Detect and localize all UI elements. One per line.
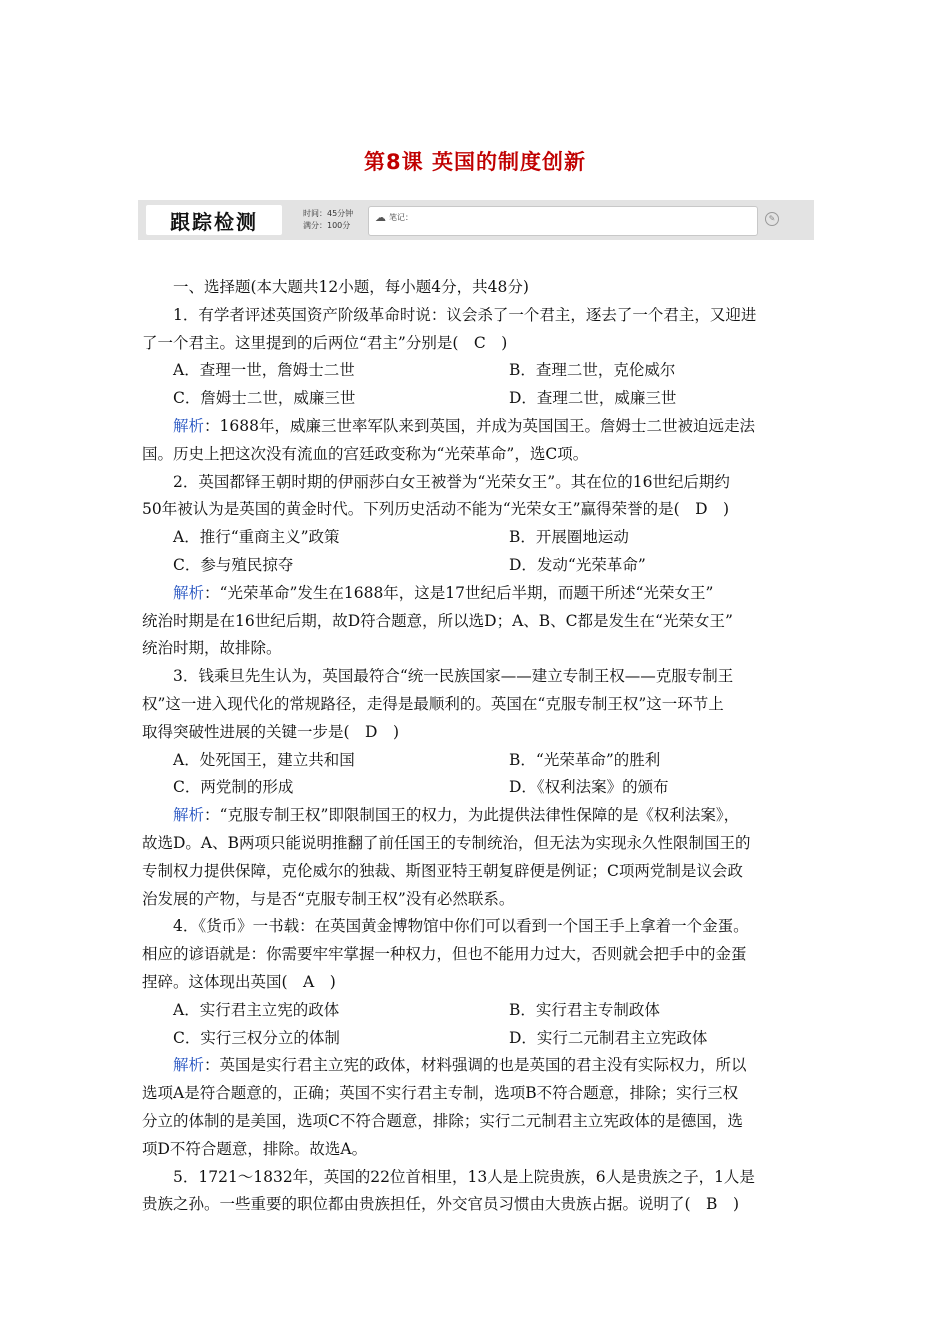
explanation-label: 解析 [173,416,205,435]
page-title: 第8课 英国的制度创新 [364,150,586,174]
option-d: D．发动“光荣革命” [509,555,646,574]
explanation: 故选D。A、B两项只能说明推翻了前任国王的专制统治，但无法为实现永久性限制国王的 [142,833,751,852]
option-b: B．开展圈地运动 [509,528,629,547]
explanation: 解析：1688年，威廉三世率军队来到英国，并成为英国国王。詹姆士二世被迫远走法 [173,416,755,435]
option-b: B．“光荣革命”的胜利 [509,750,661,769]
option-row [142,997,810,1025]
explanation: 项D不符合题意，排除。故选A。 [142,1139,368,1158]
explanation-label: 解析 [173,583,205,602]
option-a: A．查理一世，詹姆士二世 [173,361,355,380]
option-d: D．《权利法案》的颁布 [509,778,669,797]
option-a: A．处死国王，建立共和国 [173,750,355,769]
option-row [142,552,810,580]
question-stem: 4．《货币》一书载：在英国黄金博物馆中你们可以看到一个国王手上拿着一个金蛋。 [173,917,749,936]
option-row [142,385,810,413]
explanation: 治发展的产物，与是否“克服专制王权”没有必然联系。 [142,889,515,908]
question-stem: 3．钱乘旦先生认为，英国最符合“统一民族国家——建立专制王权——克服专制王 [173,667,734,686]
option-row [142,747,810,775]
option-d: D．实行二元制君主立宪政体 [509,1028,708,1047]
pencil-icon[interactable]: ✎ [765,212,779,226]
option-b: B．查理二世，克伦威尔 [509,361,676,380]
question-stem: 相应的谚语就是：你需要牢牢掌握一种权力，但也不能用力过大，否则就会把手中的金蛋 [142,945,747,964]
question-stem: 捏碎。这体现出英国( A ) [142,972,336,991]
banner-meta [303,208,353,232]
section-heading: 一、选择题(本大题共12小题，每小题4分，共48分) [173,278,529,296]
explanation-label: 解析 [173,806,205,825]
explanation-label: 解析 [173,1056,205,1075]
explanation: 分立的体制的是美国，选项C不符合题意，排除；实行二元制君主立宪政体的是德国，选 [142,1111,743,1130]
option-row [142,774,810,802]
explanation: 解析：“光荣革命”发生在1688年，这是17世纪后半期，而题干所述“光荣女王” [173,583,714,602]
explanation: 统治时期，故排除。 [142,639,282,658]
explanation: 解析：“克服专制王权”即限制国王的权力，为此提供法律性保障的是《权利法案》， [173,806,740,825]
question-stem: 权”这一进入现代化的常规路径，走得是最顺利的。英国在“克服专制王权”这一环节上 [142,694,724,713]
option-row [142,524,810,552]
cloud-icon: ☁ [375,211,386,224]
question-stem: 5．1721～1832年，英国的22位首相里，13人是上院贵族，6人是贵族之子，1人是 [173,1167,755,1186]
option-c: C．参与殖民掠夺 [173,555,294,574]
option-c: C．两党制的形成 [173,778,294,797]
question-stem: 1．有学者评述英国资产阶级革命时说：议会杀了一个君主，逐去了一个君主，又迎进 [173,305,757,324]
question-stem: 50年被认为是英国的黄金时代。下列历史活动不能为“光荣女王”赢得荣誉的是( D ) [142,500,730,519]
option-b: B．实行君主专制政体 [509,1000,660,1019]
question-stem: 取得突破性进展的关键一步是( D ) [142,722,400,741]
tracking-banner [138,200,814,240]
option-row [142,357,810,385]
option-a: A．推行“重商主义”政策 [173,528,340,547]
option-a: A．实行君主立宪的政体 [173,1000,340,1019]
explanation: 选项A是符合题意的，正确；英国不实行君主专制，选项B不符合题意，排除；实行三权 [142,1084,739,1103]
question-content [142,274,810,1219]
question-stem: 了一个君主。这里提到的后两位“君主”分别是( C ) [142,333,508,352]
option-c: C．实行三权分立的体制 [173,1028,340,1047]
explanation: 专制权力提供保障，克伦威尔的独裁、斯图亚特王朝复辟便是例证；C项两党制是议会政 [142,861,743,880]
explanation: 解析：英国是实行君主立宪的政体，材料强调的也是英国的君主没有实际权力，所以 [173,1056,747,1075]
notes-field[interactable] [368,206,758,236]
question-stem: 贵族之孙。一些重要的职位都由贵族担任，外交官员习惯由大贵族占据。说明了( B ) [142,1195,739,1214]
explanation: 统治时期是在16世纪后期，故D符合题意，所以选D；A、B、C都是发生在“光荣女王” [142,611,733,630]
time-limit: 时间：45分钟 [303,209,354,218]
question-stem: 2．英国都铎王朝时期的伊丽莎白女王被誉为“光荣女王”。其在位的16世纪后期约 [173,472,730,491]
option-c: C．詹姆士二世，威廉三世 [173,389,356,408]
notes-label: 笔记： [389,213,413,222]
explanation: 国。历史上把这次没有流血的宫廷政变称为“光荣革命”，选C项。 [142,444,589,463]
option-row [142,1025,810,1053]
full-score: 满分：100分 [303,221,351,230]
banner-label: 跟踪检测 [146,205,282,235]
option-d: D．查理二世，威廉三世 [509,389,677,408]
